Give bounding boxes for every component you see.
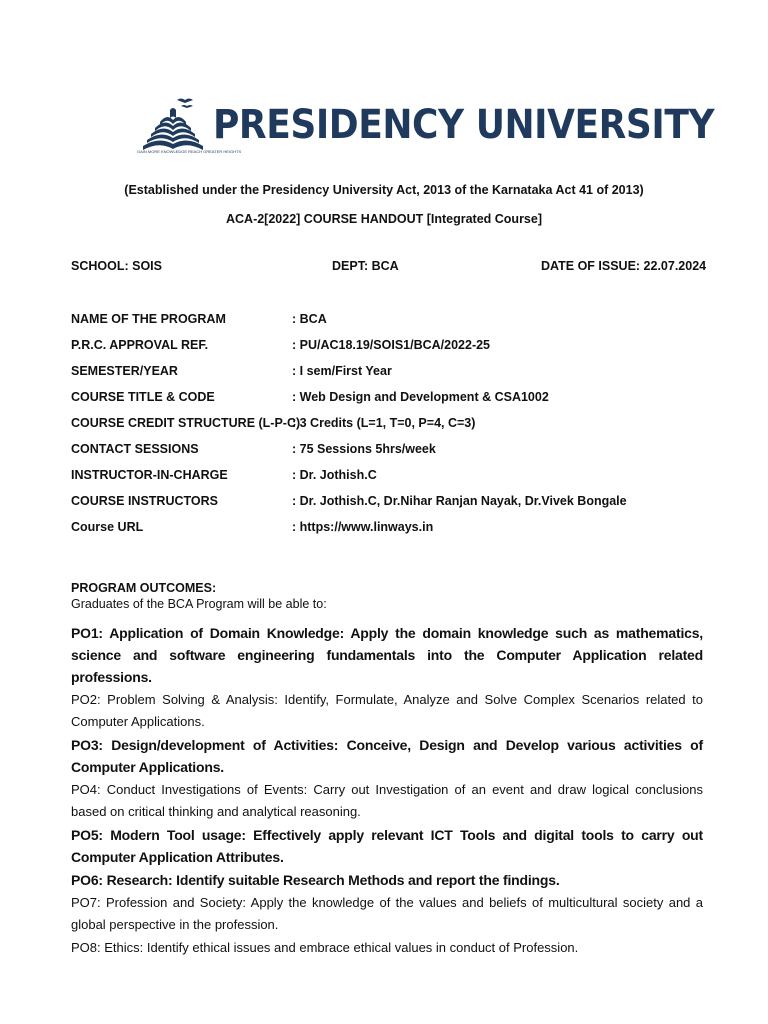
handout-title: ACA-2[2022] COURSE HANDOUT [Integrated Course] bbox=[225, 212, 542, 226]
info-key: SEMESTER/YEAR bbox=[71, 364, 178, 378]
info-row-credits bbox=[71, 416, 711, 442]
date-of-issue: DATE OF ISSUE: 22.07.2024 bbox=[541, 259, 707, 273]
logo-tagline: GAIN MORE KNOWLEDGE REACH GREATER HEIGHTS bbox=[137, 149, 242, 154]
school-label: SCHOOL: SOIS bbox=[71, 259, 162, 273]
university-name: PRESIDENCY UNIVERSITY bbox=[213, 102, 715, 148]
info-row-instructor bbox=[71, 468, 711, 494]
program-outcome-po2: PO2: Problem Solving & Analysis: Identify, Formulate, Analyze and Solve Complex Scenarios related to Computer Applications. bbox=[71, 692, 703, 729]
info-row-semester bbox=[71, 364, 711, 390]
info-key: COURSE INSTRUCTORS bbox=[71, 494, 219, 508]
info-key: CONTACT SESSIONS bbox=[71, 442, 199, 456]
program-outcome-po8: PO8: Ethics: Identify ethical issues and embrace ethical values in conduct of Profession. bbox=[71, 940, 579, 955]
university-logo bbox=[137, 92, 715, 162]
info-row-approval bbox=[71, 338, 711, 364]
info-value: : 75 Sessions 5hrs/week bbox=[292, 442, 436, 456]
info-key: INSTRUCTOR-IN-CHARGE bbox=[71, 468, 228, 482]
info-key: COURSE CREDIT STRUCTURE (L-P-C) bbox=[71, 416, 301, 430]
info-row-course-url bbox=[71, 520, 711, 546]
program-outcomes-heading: PROGRAM OUTCOMES: bbox=[71, 581, 217, 595]
info-row-instructors bbox=[71, 494, 711, 520]
info-key: COURSE TITLE & CODE bbox=[71, 390, 215, 404]
info-key: Course URL bbox=[71, 520, 144, 534]
program-outcomes-section bbox=[71, 580, 703, 960]
program-outcome-po3: PO3: Design/development of Activities: Conceive, Design and Develop various activities of Computer Applications. bbox=[71, 737, 703, 775]
info-value: : Dr. Jothish.C, Dr.Nihar Ranjan Nayak, Dr.Vivek Bongale bbox=[292, 494, 627, 508]
established-line: (Established under the Presidency University Act, 2013 of the Karnataka Act 41 of 2013) bbox=[124, 183, 644, 197]
info-value: : BCA bbox=[292, 312, 327, 326]
info-value: : I sem/First Year bbox=[292, 364, 392, 378]
dept-label: DEPT: BCA bbox=[332, 259, 399, 273]
info-row-course-title bbox=[71, 390, 711, 416]
program-outcome-po1: PO1: Application of Domain Knowledge: Apply the domain knowledge such as mathematics, science and software engineering fundamentals into the Computer Application related professions. bbox=[71, 625, 703, 685]
program-outcome-po4: PO4: Conduct Investigations of Events: Carry out Investigation of an event and draw logical conclusions based on critical thinking and analytical reasoning. bbox=[71, 782, 703, 819]
info-value: : Web Design and Development & CSA1002 bbox=[292, 390, 549, 404]
info-key: NAME OF THE PROGRAM bbox=[71, 312, 226, 326]
course-url-link[interactable]: : https://www.linways.in bbox=[292, 520, 434, 534]
program-outcome-po5: PO5: Modern Tool usage: Effectively apply relevant ICT Tools and digital tools to carry out Computer Application Attributes. bbox=[71, 827, 703, 865]
program-outcomes-intro: Graduates of the BCA Program will be able to: bbox=[71, 597, 327, 611]
program-outcome-po7: PO7: Profession and Society: Apply the knowledge of the values and beliefs of multicultural society and a global perspective in the profession. bbox=[71, 895, 703, 932]
info-value: : 3 Credits (L=1, T=0, P=4, C=3) bbox=[292, 416, 476, 430]
program-outcome-po6: PO6: Research: Identify suitable Research Methods and report the findings. bbox=[71, 872, 560, 888]
info-key: P.R.C. APPROVAL REF. bbox=[71, 338, 209, 352]
info-value: : Dr. Jothish.C bbox=[292, 468, 377, 482]
info-value: : PU/AC18.19/SOIS1/BCA/2022-25 bbox=[292, 338, 491, 352]
info-row-sessions bbox=[71, 442, 711, 468]
course-info-table bbox=[71, 312, 711, 546]
info-row-program bbox=[71, 312, 711, 338]
